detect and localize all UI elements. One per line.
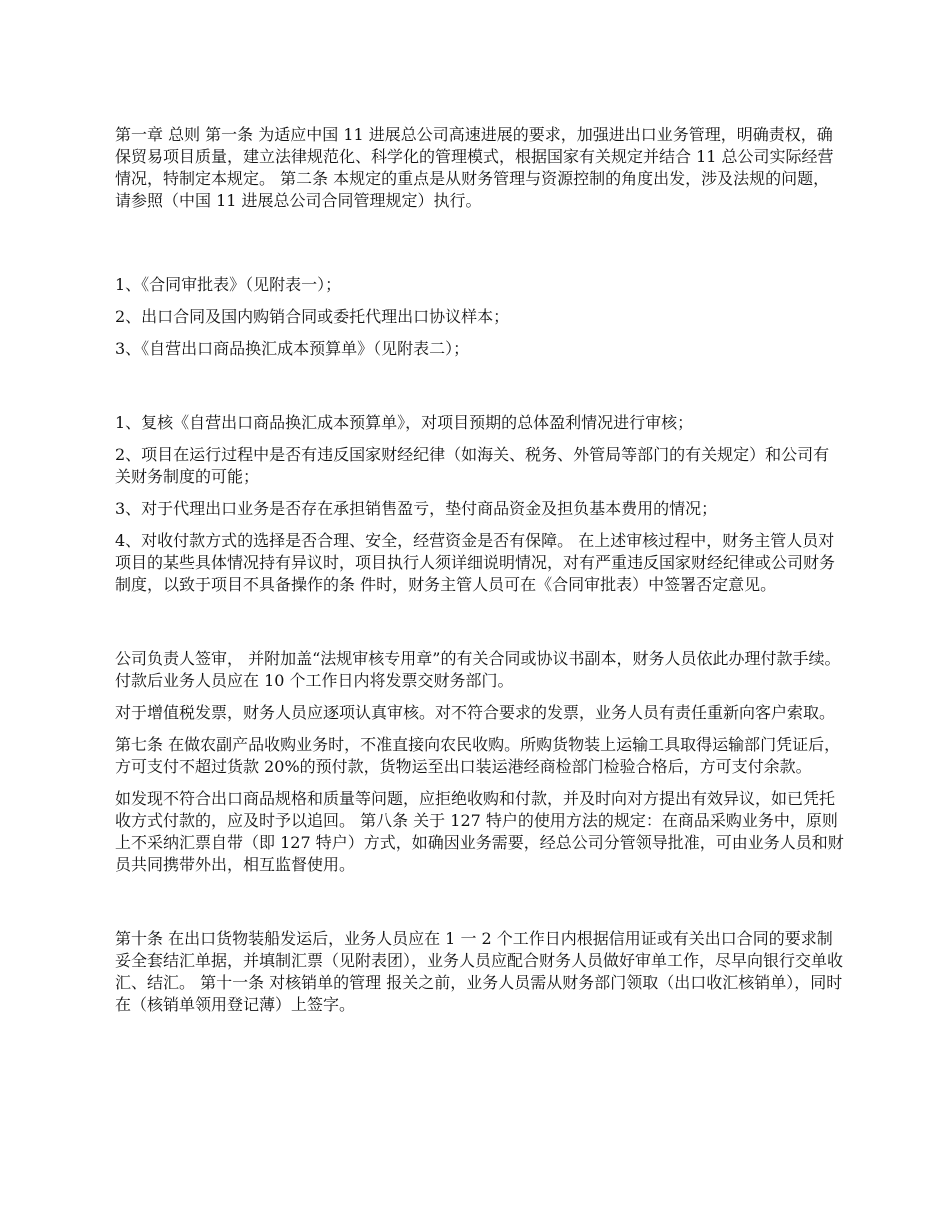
list1-item: 3、《自营出口商品换汇成本预算单》（见附表二）；	[115, 339, 470, 358]
list2-item: 1、复核《自营出口商品换汇成本预算单》，对项目预期的总体盈利情况进行审核；	[115, 413, 694, 432]
section3-paragraph: 如发现不符合出口商品规格和质量等问题，应拒绝收购和付款，并及时向对方提出有效异议，如已凭托收方式付款的，应及时予以追回。 第八条 关于 127 特户的使用方法的规定：在商品采购业务中，原则上不采纳汇票自带（即 127 特户）方式，如确因业务需要，经总公司分管领导批准，可由业务人员和财员共同携带外出，相互监督使用。	[115, 789, 844, 874]
section-gap	[115, 370, 845, 412]
document-body	[115, 124, 845, 1026]
intro-paragraph: 第一章 总则 第一条 为适应中国 11 进展总公司高速进展的要求，加强进出口业务管理，明确责权，确保贸易项目质量，建立法律规范化、科学化的管理模式，根据国家有关规定并结合 11 总公司实际经营情况，特制定本规定。 第二条 本规定的重点是从财务管理与资源控制的角度出发，涉及法规的问题，请参照（中国 11 进展总公司合同管理规定）执行。	[115, 125, 834, 210]
section4-paragraph: 第十条 在出口货物装船发运后，业务人员应在 1 一 2 个工作日内根据信用证或有关出口合同的要求制妥全套结汇单据，并填制汇票（见附表团），业务人员应配合财务人员做好审单工作，尽早向银行交单收汇、结汇。 第十一条 对核销单的管理 报关之前，业务人员需从财务部门领取（出口收汇核销单），同时在（核销单领用登记薄）上签字。	[115, 929, 844, 1014]
section3-paragraph: 对于增值税发票，财务人员应逐项认真审核。对不符合要求的发票，业务人员有责任重新向客户索取。	[115, 703, 836, 722]
section3-paragraph: 公司负责人签审， 并附加盖“法规审核专用章”的有关合同或协议书副本，财务人员依此办理付款手续。付款后业务人员应在 10 个工作日内将发票交财务部门。	[115, 649, 841, 690]
section3-paragraph: 第七条 在做农副产品收购业务时，不准直接向农民收购。所购货物装上运输工具取得运输部门凭证后，方可支付不超过货款 20%的预付款，货物运至出口装运港经商检部门检验合格后，方可支付余款。	[115, 735, 841, 776]
list1-item: 2、出口合同及国内购销合同或委托代理出口协议样本；	[115, 307, 510, 326]
list2-item: 2、项目在运行过程中是否有违反国家财经纪律（如海关、税务、外管局等部门的有关规定）和公司有关财务制度的可能；	[115, 445, 830, 486]
list1-item: 1、《合同审批表》（见附表一）；	[115, 275, 342, 294]
section-gap	[115, 222, 845, 274]
list2-item: 3、对于代理出口业务是否存在承担销售盈亏，垫付商品资金及担负基本费用的情况；	[115, 499, 718, 518]
section-gap	[115, 886, 845, 928]
list2-item: 4、对收付款方式的选择是否合理、安全，经营资金是否有保障。 在上述审核过程中，财务主管人员对项目的某些具体情况持有异议时，项目执行人须详细说明情况，对有严重违反国家财经纪律或公司财务制度，以致于项目不具备操作的条 件时，财务主管人员可在《合同审批表）中签署否定意见。	[115, 531, 836, 594]
section-gap	[115, 606, 845, 648]
